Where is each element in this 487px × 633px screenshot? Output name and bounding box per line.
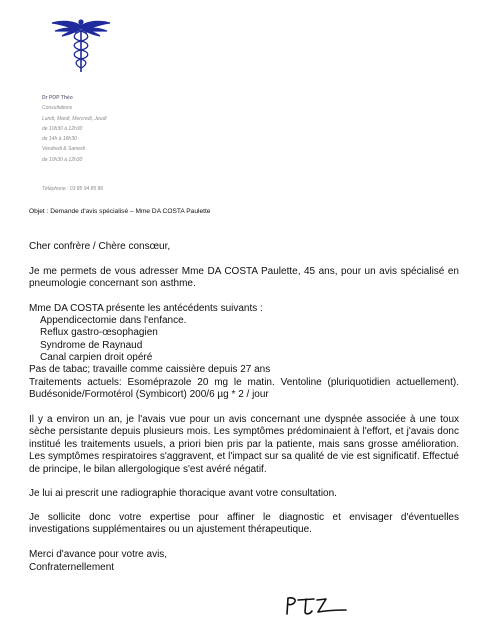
illness-history-paragraph: Il y a environ un an, je l'avais vue pour un avis concernant une dyspnée associée à une toux sèche persistante depuis plusieurs mois. Les symptômes prédominaient à l'effort, et j'avais donc institué les traitements usuels, a priori bien pris par la patiente, mais sans grosse amélioration. Les symptômes respiratoires s'aggravent, et l'impact sur sa qualité de vie est significatif. Effectué de principe, le bilan allergologique s'est avéré négatif. (29, 414, 459, 475)
closing-line: Merci d'avance pour votre avis, (29, 549, 168, 560)
hours-line: Lundi, Mardi, Mercredi, Jeudi (42, 115, 107, 122)
imaging-paragraph: Je lui ai prescrit une radiographie thoracique avant votre consultation. (29, 488, 337, 499)
hours-line: de 10h30 à 12h30 (42, 156, 83, 163)
history-intro: Mme DA COSTA présente les antécédents suivants : (29, 303, 263, 314)
history-item: Reflux gastro-œsophagien (40, 327, 158, 338)
phone-number: Téléphone : 03 85 94 85 86 (42, 186, 104, 192)
request-paragraph: Je sollicite donc votre expertise pour affiner le diagnostic et envisager d'éventuelles investigations supplémentaires ou un ajustement thérapeutique. (29, 512, 459, 536)
history-item: Appendicectomie dans l'enfance. (40, 315, 187, 326)
sign-off: Confraternellement (29, 562, 115, 573)
letter-subject: Objet : Demande d'avis spécialisé – Mme DA COSTA Paulette (29, 208, 211, 215)
history-item: Syndrome de Raynaud (40, 340, 143, 351)
hours-line: de 10h30 à 12h30 (42, 125, 83, 132)
history-item: Canal carpien droit opéré (40, 352, 153, 363)
greeting: Cher confrère / Chère consœur, (29, 241, 171, 252)
doctor-name: Dr POP Théo (42, 95, 73, 101)
intro-paragraph: Je me permets de vous adresser Mme DA COSTA Paulette, 45 ans, pour un avis spécialisé en pneumologie concernant son asthme. (29, 266, 459, 290)
hours-line: de 14h à 18h30 (42, 136, 77, 143)
hours-line: Vendredi & Samedi (42, 146, 85, 153)
caduceus-icon (50, 18, 112, 74)
current-treatments: Traitements actuels: Esoméprazole 20 mg le matin. Ventoline (pluriquotidien actuellement). Budésonide/Formotérol (Symbicort) 200/6 µg * 2 / jour (29, 377, 459, 401)
signature (284, 594, 350, 618)
letterhead (42, 93, 106, 165)
hours-title: Consultations (42, 105, 73, 112)
smoking-status: Pas de tabac; travaille comme caissière depuis 27 ans (29, 364, 271, 375)
